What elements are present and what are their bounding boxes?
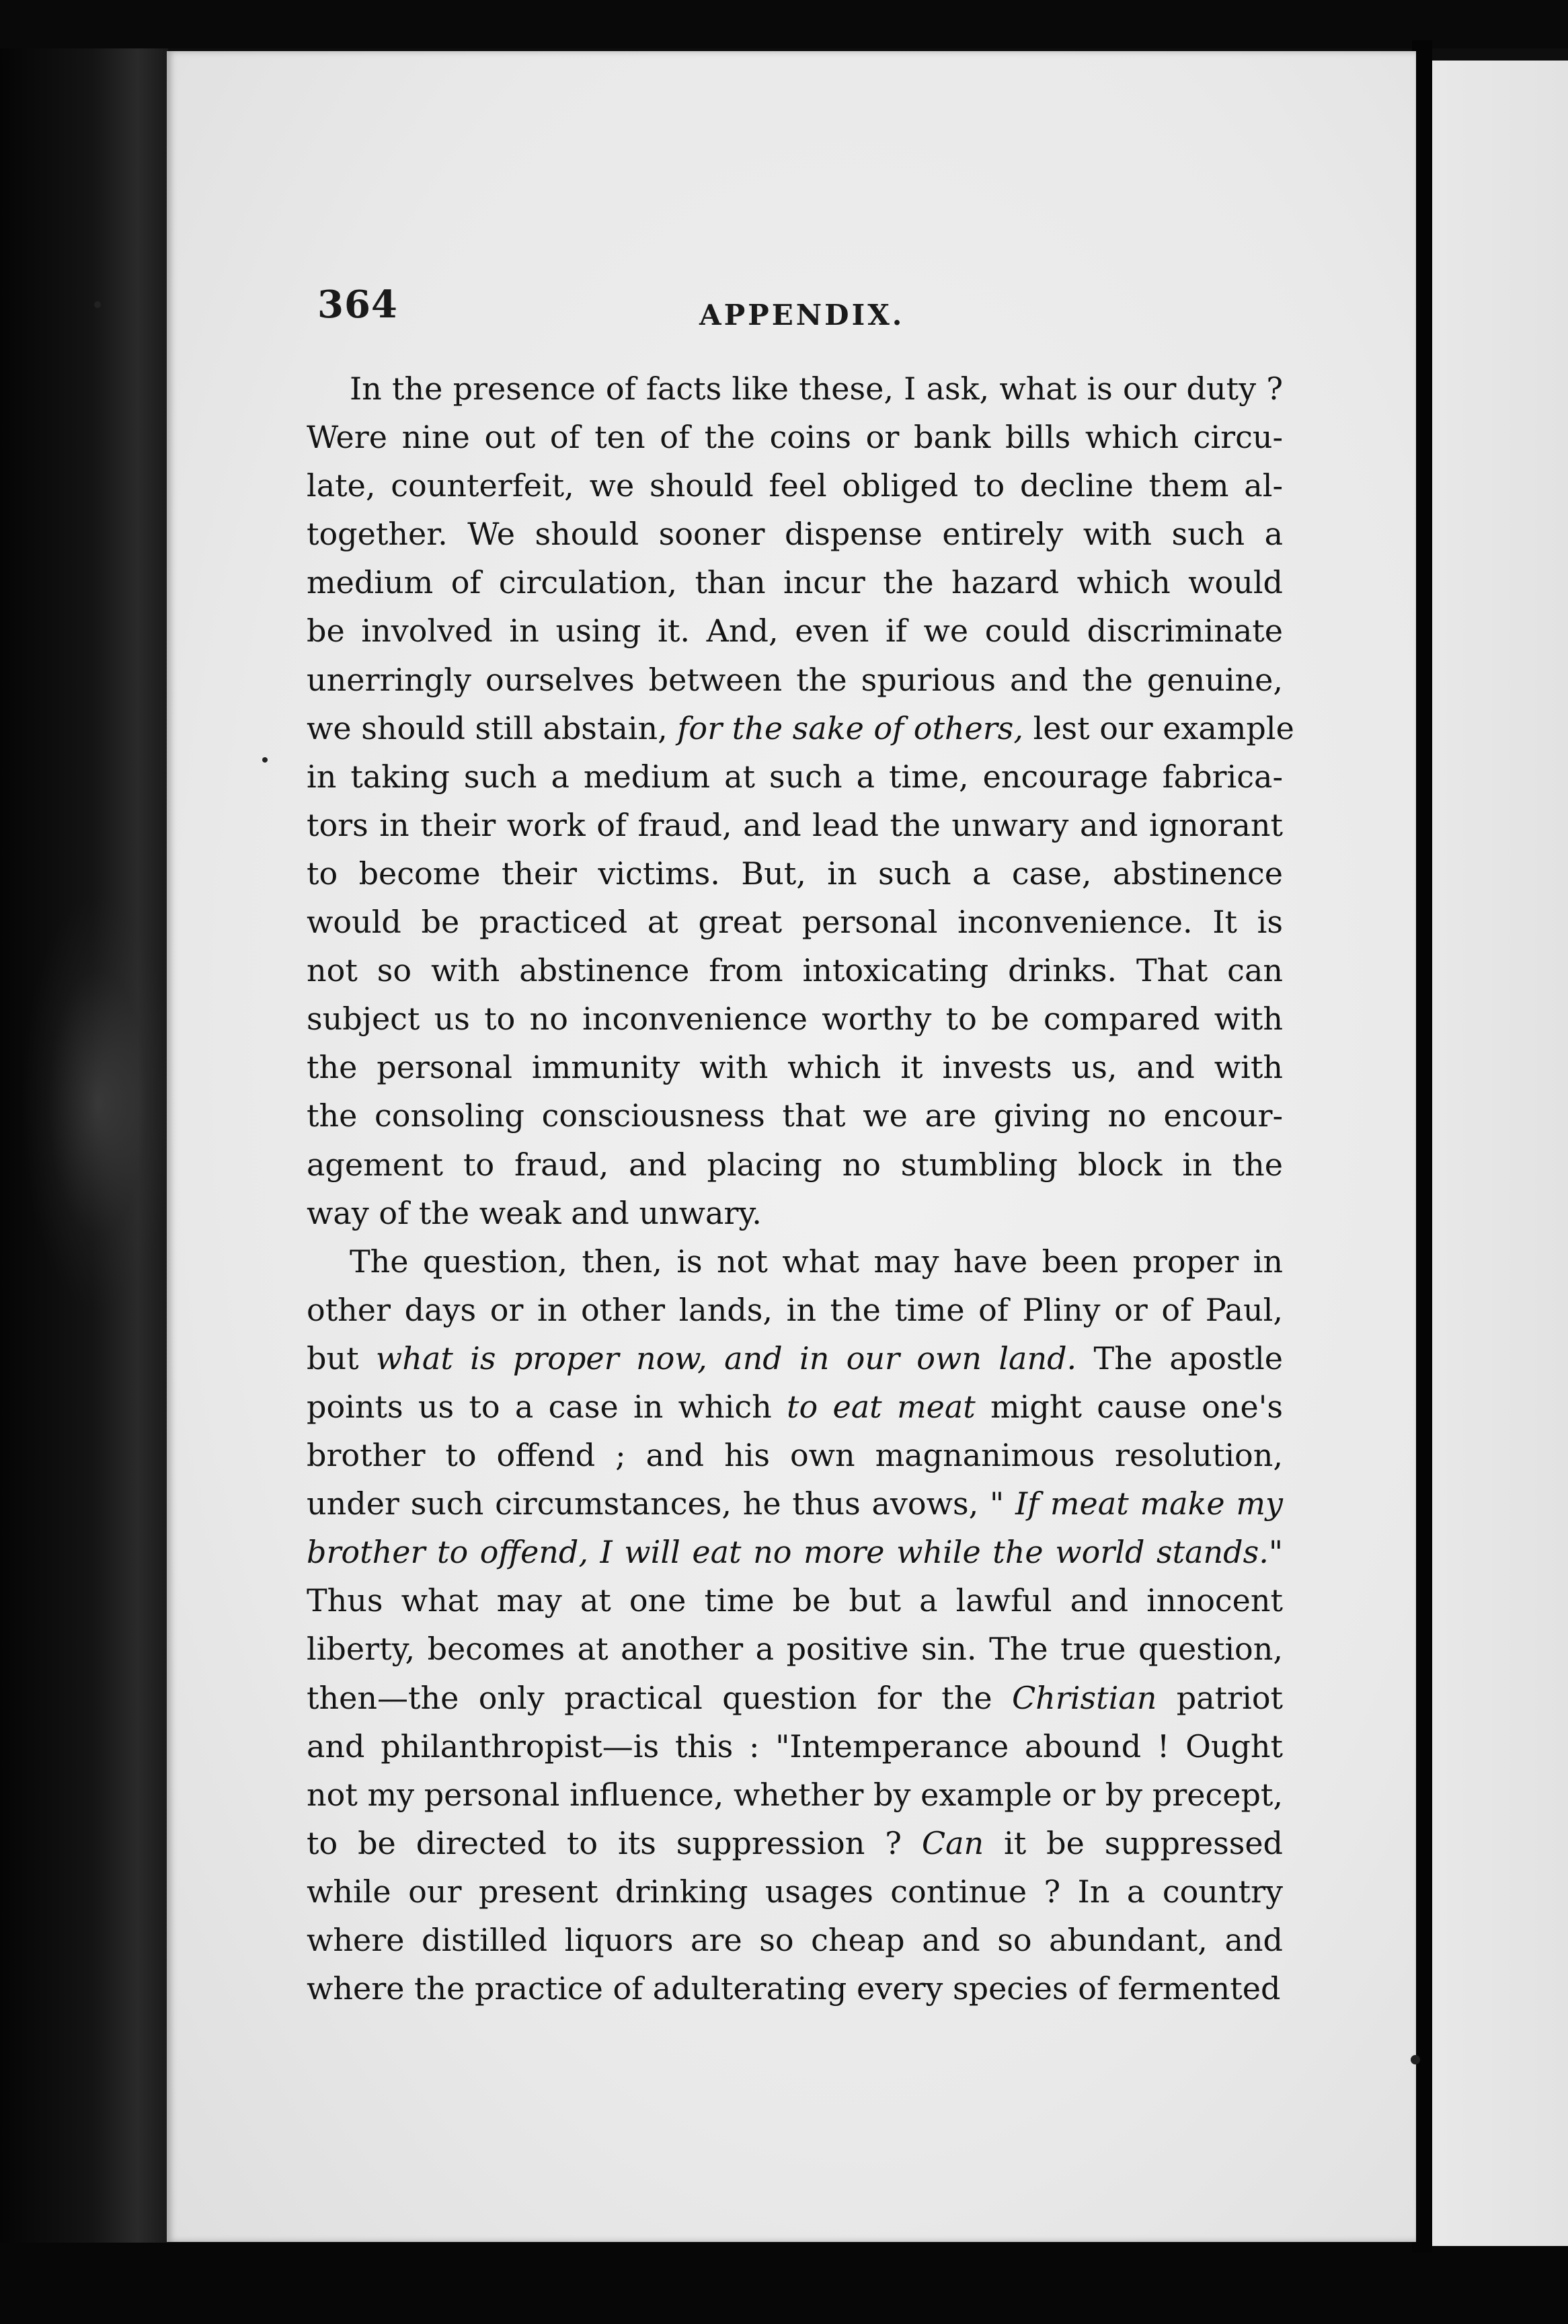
text-line [307, 704, 1294, 752]
text-line [307, 801, 1283, 849]
text-run: in taking such a medium at such a time, encourage fabrica- [307, 758, 1283, 795]
text-line [307, 1286, 1283, 1334]
text-line [307, 1237, 1283, 1286]
text-run: " [1268, 1534, 1283, 1571]
text-run: then—the only practical question for the [307, 1679, 1012, 1716]
text-line [307, 558, 1283, 607]
paragraph [307, 1237, 1283, 2013]
text-line [307, 1722, 1283, 1771]
text-run: while our present drinking usages continue ? In a country [307, 1873, 1283, 1910]
text-run: and philanthropist—is this : "Intemperance abound ! Ought [307, 1728, 1283, 1765]
text-line [307, 1771, 1283, 1819]
text-run: where the practice of adulterating every species of fermented [307, 1970, 1281, 2007]
text-line [307, 1383, 1283, 1431]
text-run: lest our example [1023, 709, 1294, 746]
italic-run: brother to offend, I will eat no more while the world stands. [307, 1534, 1269, 1571]
italic-run: If meat make my [1015, 1485, 1283, 1522]
text-line [307, 898, 1283, 946]
film-smudge [20, 894, 175, 1311]
text-line [307, 1916, 1283, 1964]
text-line [307, 1140, 1283, 1189]
text-run: might cause one's [975, 1388, 1283, 1425]
text-run: Thus what may at one time be but a lawful and innocent [307, 1582, 1283, 1619]
text-line [307, 1479, 1283, 1528]
text-run: way of the weak and unwary. [307, 1194, 762, 1231]
paragraph [307, 364, 1294, 1237]
text-run: would be practiced at great personal inconvenience. It is [307, 904, 1283, 941]
text-line [307, 413, 1283, 461]
text-line [307, 1964, 1283, 2013]
running-head: APPENDIX. [699, 299, 905, 332]
film-speck [1411, 2055, 1420, 2064]
text-line [307, 995, 1283, 1043]
text-run: where distilled liquors are so cheap and so abundant, and [307, 1922, 1283, 1958]
text-run: to become their victims. But, in such a case, abstinence [307, 855, 1283, 892]
text-line [307, 1819, 1283, 1867]
text-run: to be directed to its suppression ? [307, 1824, 922, 1861]
text-run: not my personal influence, whether by example or by precept, [307, 1776, 1283, 1813]
text-run: In the presence of facts like these, I ask, what is our duty ? [350, 371, 1283, 407]
text-line [307, 1867, 1283, 1916]
text-line [307, 364, 1283, 413]
text-line [307, 607, 1283, 655]
text-line [307, 656, 1283, 704]
text-run: not so with abstinence from intoxicating drinks. That can [307, 952, 1283, 989]
text-run: it be suppressed [984, 1824, 1283, 1861]
italic-run: Can [921, 1824, 984, 1861]
text-run: together. We should sooner dispense entirely with such a [307, 516, 1283, 553]
text-line [307, 1334, 1283, 1383]
text-run: be involved in using it. And, even if we could discriminate [307, 613, 1283, 650]
text-run: the consoling consciousness that we are giving no encour- [307, 1097, 1283, 1134]
body-text [307, 364, 1294, 2013]
text-run: medium of circulation, than incur the hazard which would [307, 564, 1283, 601]
text-run: Were nine out of ten of the coins or bank bills which circu- [307, 419, 1283, 456]
text-run: subject us to no inconvenience worthy to be compared with [307, 1001, 1283, 1038]
text-run: we should still abstain, [307, 709, 678, 746]
text-run: The question, then, is not what may have been proper in [350, 1243, 1283, 1280]
text-line [307, 461, 1283, 510]
film-speck [94, 301, 101, 308]
text-line [307, 1431, 1283, 1479]
italic-run: for the sake of others, [677, 709, 1023, 746]
text-run: liberty, becomes at another a positive sin. The true question, [307, 1631, 1283, 1668]
text-run: other days or in other lands, in the time of Pliny or of Paul, [307, 1291, 1283, 1328]
text-run: The apostle [1076, 1340, 1283, 1377]
text-run: tors in their work of fraud, and lead the unwary and ignorant [307, 806, 1283, 843]
text-run: patriot [1157, 1679, 1284, 1716]
text-run: points us to a case in which [307, 1388, 787, 1425]
text-run: late, counterfeit, we should feel obliged to decline them al- [307, 467, 1283, 504]
adjacent-page-edge [1432, 61, 1568, 2246]
text-run: the personal immunity with which it invests us, and with [307, 1049, 1283, 1086]
text-line [307, 1674, 1283, 1722]
italic-run: to eat meat [787, 1388, 976, 1425]
text-line [307, 1091, 1283, 1140]
text-line [307, 1043, 1283, 1091]
text-line [307, 510, 1283, 558]
text-line [307, 1528, 1283, 1576]
text-run: unerringly ourselves between the spurious and the genuine, [307, 661, 1283, 698]
text-line [307, 752, 1283, 801]
italic-run: Christian [1011, 1679, 1157, 1716]
text-line [307, 1576, 1283, 1625]
text-line [307, 946, 1283, 995]
text-line [307, 1625, 1283, 1673]
page-number: 364 [317, 282, 398, 327]
text-run: but [307, 1340, 376, 1377]
text-run: under such circumstances, he thus avows, " [307, 1485, 1015, 1522]
text-line [307, 1189, 1283, 1237]
text-run: brother to offend ; and his own magnanimous resolution, [307, 1437, 1283, 1474]
film-border-bottom [0, 2243, 1568, 2324]
text-run: agement to fraud, and placing no stumbling block in the [307, 1146, 1283, 1183]
film-speck [262, 757, 268, 763]
film-border-top [0, 0, 1568, 48]
italic-run: what is proper now, and in our own land. [375, 1340, 1077, 1377]
text-line [307, 849, 1283, 898]
